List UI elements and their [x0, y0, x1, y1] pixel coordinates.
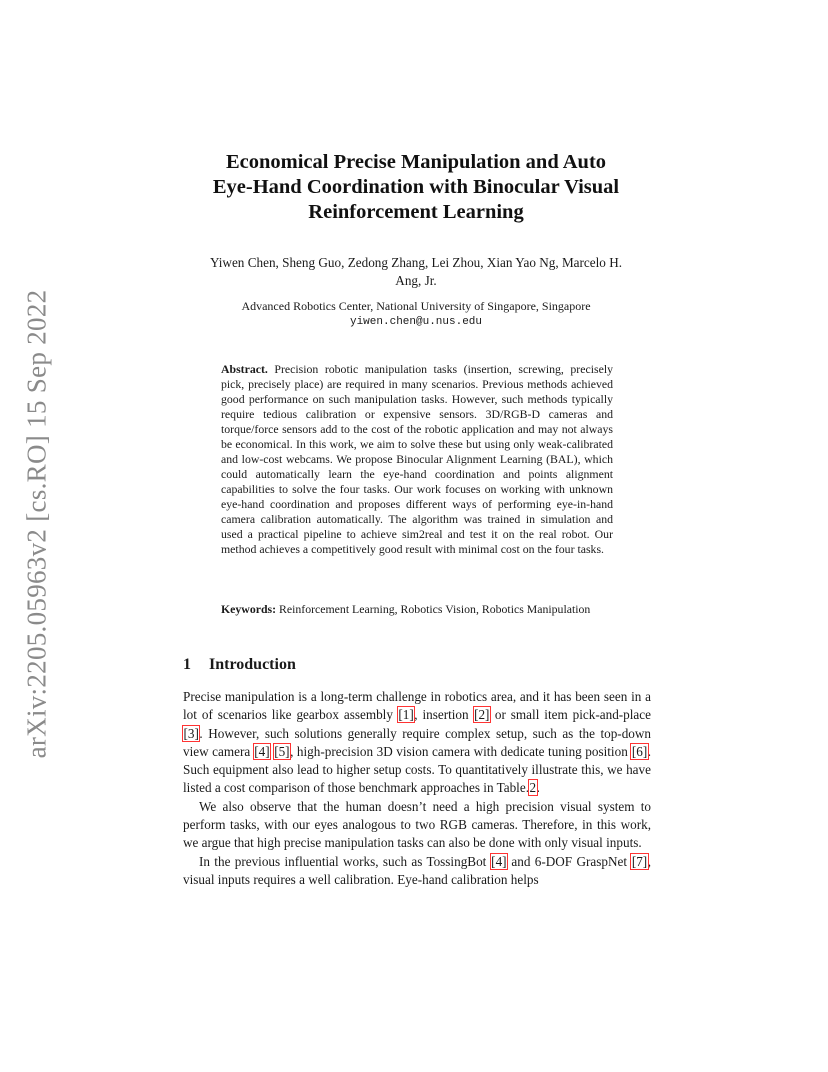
table-link[interactable]: 2 [529, 780, 537, 796]
title-line-1: Economical Precise Manipulation and Auto [225, 151, 607, 173]
intro-paragraph-2: We also observe that the human doesn’t need a high precision visual system to perform tasks, with our eyes analogous to two RGB cameras. Therefore, in this work, we argue that high precise manipulation tasks can also be done with only visual inputs. [183, 798, 651, 851]
abstract-label: Abstract. [221, 362, 268, 376]
author-email[interactable]: yiwen.chen@u.nus.edu [349, 316, 483, 328]
citation-link[interactable]: [4] [491, 853, 507, 869]
authors-line-2: Ang, Jr. [395, 273, 437, 288]
intro-paragraph-1 [183, 688, 651, 798]
author-list [150, 254, 682, 290]
citation-link[interactable]: [6] [631, 743, 648, 759]
abstract [221, 362, 613, 557]
citation-link[interactable]: [3] [183, 725, 199, 741]
paper-title [150, 150, 682, 225]
text-run: In the previous influential works, such as TossingBot [199, 853, 491, 869]
text-run: , insertion [414, 707, 474, 723]
introduction-body [183, 688, 651, 889]
authors-line-1: Yiwen Chen, Sheng Guo, Zedong Zhang, Lei Zhou, Xian Yao Ng, Marcelo H. [209, 255, 623, 270]
keywords-text: Reinforcement Learning, Robotics Vision, Robotics Manipulation [279, 602, 591, 616]
citation-link[interactable]: [4] [254, 743, 270, 759]
affiliation: Advanced Robotics Center, National University of Singapore, Singapore [241, 299, 591, 313]
text-run: . [536, 780, 540, 796]
keywords-label: Keywords: [221, 602, 277, 616]
citation-link[interactable]: [7] [631, 853, 648, 869]
arxiv-sidebar [20, 286, 54, 762]
section-number: 1 [183, 656, 191, 673]
title-line-2: Eye-Hand Coordination with Binocular Visual [212, 176, 620, 198]
title-line-3: Reinforcement Learning [308, 201, 524, 223]
section-title: Introduction [209, 656, 296, 673]
text-run: , high-precision 3D vision camera with dedicate tuning position [290, 743, 632, 759]
arxiv-identifier: arXiv:2205.05963v2 [cs.RO] 15 Sep 2022 [21, 289, 52, 759]
citation-link[interactable]: [5] [274, 743, 290, 759]
keywords [221, 601, 613, 617]
text-run: , visual inputs requires a well calibration. Eye-hand calibration helps [183, 853, 651, 887]
text-run: . However, such solutions generally require complex setup, such as the top-down view camera [183, 725, 651, 759]
text-run: . Such equipment also lead to higher setup costs. To quantitatively illustrate this, we have listed a cost comparison of those benchmark approaches in Table. [183, 743, 652, 796]
text-run: Precise manipulation is a long-term challenge in robotics area, and it has been seen in a lot of scenarios like gearbox assembly [183, 689, 651, 723]
affiliation-block [150, 298, 682, 330]
text-run: or small item pick-and-place [489, 707, 651, 723]
citation-link[interactable]: [1] [398, 707, 414, 723]
intro-paragraph-3 [183, 853, 651, 890]
text-run: and 6-DOF GraspNet [507, 853, 632, 869]
abstract-text: Precision robotic manipulation tasks (insertion, screwing, precisely pick, precisely place) are required in many scenarios. Previous methods achieved good performance on such manipulation tasks. However, such methods typically require tedious calibration or expensive sensors. 3D/RGB-D cameras and torque/force sensors add to the cost of the robotic application and may not always be economical. In this work, we aim to solve these but using only weak-calibrated and low-cost webcams. We propose Binocular Alignment Learning (BAL), which could automatically learn the eye-hand coordination and points alignment capabilities to solve the four tasks. Our work focuses on working with unknown eye-hand coordination and proposes different ways of performing eye-in-hand camera calibration automatically. The algorithm was trained in simulation and used a practical pipeline to achieve sim2real and test it on the real robot. Our method achieves a competitively good result with minimal cost on the four tasks. [221, 362, 613, 556]
section-heading [183, 656, 296, 674]
citation-link[interactable]: [2] [474, 707, 490, 723]
